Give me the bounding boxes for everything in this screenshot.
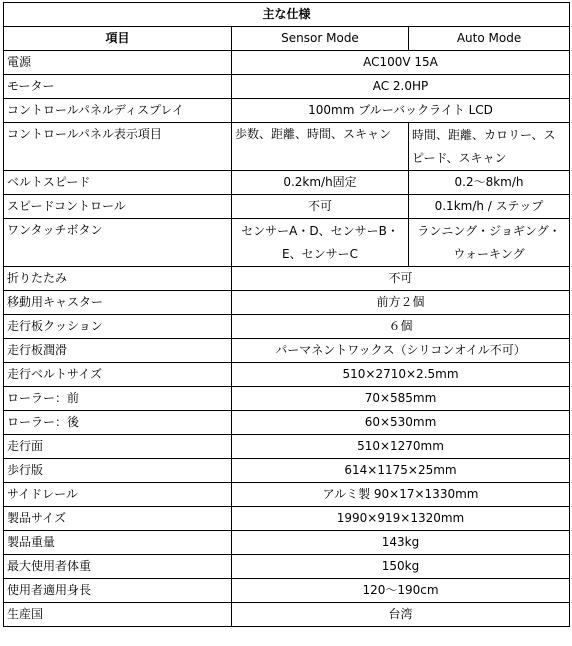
row-value: 510×2710×2.5mm (232, 363, 570, 387)
table-row (4, 339, 570, 363)
row-value: 614×1175×25mm (232, 459, 570, 483)
row-auto-value: 時間、距離、カロリー、スピード、スキャン (409, 123, 570, 171)
row-sensor-value: 0.2km/h固定 (232, 171, 409, 195)
row-value: AC100V 15A (232, 51, 570, 75)
table-row (4, 435, 570, 459)
row-value: ６個 (232, 315, 570, 339)
row-auto-value: 0.2～8km/h (409, 171, 570, 195)
row-value: 台湾 (232, 603, 570, 627)
table-row (4, 603, 570, 627)
row-label: ローラー：前 (4, 387, 232, 411)
row-label: 歩行版 (4, 459, 232, 483)
row-label: ワンタッチボタン (4, 219, 232, 267)
table-row (4, 171, 570, 195)
table-row (4, 579, 570, 603)
row-label: モーター (4, 75, 232, 99)
row-label: 最大使用者体重 (4, 555, 232, 579)
row-label: ベルトスピード (4, 171, 232, 195)
row-label: 走行ベルトサイズ (4, 363, 232, 387)
row-value: アルミ製 90×17×1330mm (232, 483, 570, 507)
row-auto-value: ランニング・ジョギング・ウォーキング (409, 219, 570, 267)
row-label: 走行面 (4, 435, 232, 459)
table-title: 主な仕様 (4, 3, 570, 27)
table-row (4, 531, 570, 555)
row-sensor-value: 歩数、距離、時間、スキャン (232, 123, 409, 171)
row-label: コントロールパネルディスプレイ (4, 99, 232, 123)
row-value: 1990×919×1320mm (232, 507, 570, 531)
row-value: 143kg (232, 531, 570, 555)
row-value: 150kg (232, 555, 570, 579)
row-value: 120～190cm (232, 579, 570, 603)
row-value: 60×530mm (232, 411, 570, 435)
table-row (4, 315, 570, 339)
header-auto-mode: Auto Mode (409, 27, 570, 51)
table-row (4, 555, 570, 579)
row-auto-value: 0.1km/h / ステップ (409, 195, 570, 219)
table-row (4, 507, 570, 531)
row-label: 走行板クッション (4, 315, 232, 339)
row-sensor-value: 不可 (232, 195, 409, 219)
row-value: 100mm ブルーバックライト LCD (232, 99, 570, 123)
row-label: 使用者適用身長 (4, 579, 232, 603)
row-label: 電源 (4, 51, 232, 75)
table-row (4, 219, 570, 267)
row-label: 折りたたみ (4, 267, 232, 291)
table-row (4, 51, 570, 75)
table-row (4, 123, 570, 171)
row-value: AC 2.0HP (232, 75, 570, 99)
row-label: 製品重量 (4, 531, 232, 555)
table-row (4, 291, 570, 315)
row-value: パーマネントワックス（シリコンオイル不可） (232, 339, 570, 363)
header-item: 項目 (4, 27, 232, 51)
row-label: 走行板潤滑 (4, 339, 232, 363)
row-value: 510×1270mm (232, 435, 570, 459)
table-row (4, 483, 570, 507)
table-row (4, 99, 570, 123)
table-row (4, 363, 570, 387)
row-label: 生産国 (4, 603, 232, 627)
row-value: 前方２個 (232, 291, 570, 315)
table-row (4, 267, 570, 291)
row-label: スピードコントロール (4, 195, 232, 219)
header-row (4, 27, 570, 51)
row-value: 70×585mm (232, 387, 570, 411)
table-row (4, 195, 570, 219)
row-label: サイドレール (4, 483, 232, 507)
row-label: ローラー：後 (4, 411, 232, 435)
row-value: 不可 (232, 267, 570, 291)
table-row (4, 387, 570, 411)
spec-table (3, 2, 570, 627)
row-label: 製品サイズ (4, 507, 232, 531)
header-sensor-mode: Sensor Mode (232, 27, 409, 51)
row-label: 移動用キャスター (4, 291, 232, 315)
row-label: コントロールパネル表示項目 (4, 123, 232, 171)
table-row (4, 459, 570, 483)
title-row (4, 3, 570, 27)
row-sensor-value: センサーA・D、センサーB・E、センサーC (232, 219, 409, 267)
table-row (4, 75, 570, 99)
table-row (4, 411, 570, 435)
